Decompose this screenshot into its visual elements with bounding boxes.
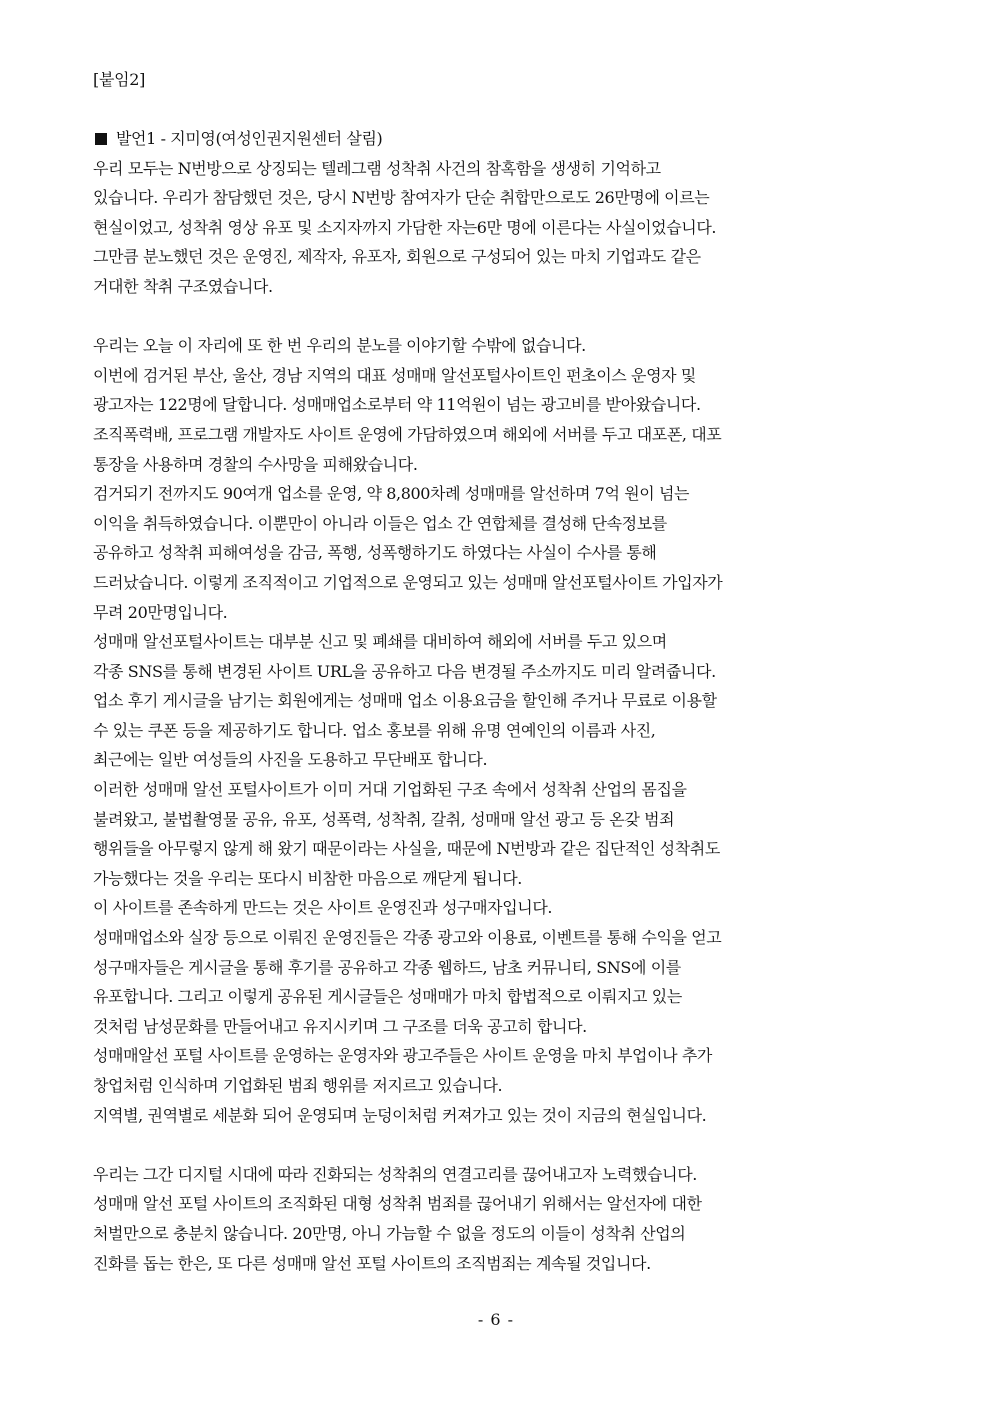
paragraphs [93, 154, 913, 1279]
text-line: 수 있는 쿠폰 등을 제공하기도 합니다. 업소 홍보를 위해 유명 연예인의 이름과 사진, [93, 720, 656, 740]
text-line: 창업처럼 인식하며 기업화된 범죄 행위를 저지르고 있습니다. [93, 1076, 503, 1095]
paragraph [93, 1160, 913, 1278]
document-body [93, 124, 913, 1278]
text-line: 불려왔고, 불법촬영물 공유, 유포, 성폭력, 성착취, 갈취, 성매매 알선 광고 등 온갖 범죄 [93, 809, 675, 829]
text-line: 이러한 성매매 알선 포털사이트가 이미 거대 기업화된 구조 속에서 성착취 산업의 몸집을 [93, 780, 687, 800]
text-line: 거대한 착취 구조였습니다. [93, 276, 273, 296]
text-line: 있습니다. 우리가 참담했던 것은, 당시 N번방 참여자가 단순 취합만으로도 26만명에 이르는 [93, 188, 710, 208]
square-bullet-icon [95, 133, 107, 145]
paragraph [93, 154, 913, 302]
text-line: 성매매 알선 포털 사이트의 조직화된 대형 성착취 범죄를 끊어내기 위해서는 알선자에 대한 [93, 1194, 702, 1214]
text-line: 공유하고 성착취 피해여성을 감금, 폭행, 성폭행하기도 하였다는 사실이 수사를 통해 [93, 543, 657, 563]
heading [93, 124, 913, 154]
text-line: 처벌만으로 충분치 않습니다. 20만명, 아니 가늠할 수 없을 정도의 이들이 성착취 산업의 [93, 1223, 686, 1243]
paragraph-gap [93, 302, 913, 332]
heading-text: 발언1 - 지미영(여성인권지원센터 살림) [116, 129, 383, 148]
page-number: - 6 - [477, 1310, 515, 1329]
text-line: 광고자는 122명에 달합니다. 성매매업소로부터 약 11억원이 넘는 광고비를 받아왔습니다. [93, 395, 701, 415]
text-line: 이익을 취득하였습니다. 이뿐만이 아니라 이들은 업소 간 연합체를 결성해 단속정보를 [93, 513, 667, 533]
text-line: 최근에는 일반 여성들의 사진을 도용하고 무단배포 합니다. [93, 750, 488, 770]
text-line: 진화를 돕는 한은, 또 다른 성매매 알선 포털 사이트의 조직범죄는 계속될 것입니다. [93, 1253, 651, 1273]
text-line: 각종 SNS를 통해 변경된 사이트 URL을 공유하고 다음 변경될 주소까지도 미리 알려줍니다. [93, 661, 716, 681]
text-line: 성구매자들은 게시글을 통해 후기를 공유하고 각종 웹하드, 남초 커뮤니티, SNS에 이를 [93, 957, 681, 977]
text-line: 성매매업소와 실장 등으로 이뤄진 운영진들은 각종 광고와 이용료, 이벤트를 통해 수익을 얻고 [93, 928, 722, 948]
text-line: 성매매 알선포털사이트는 대부분 신고 및 폐쇄를 대비하여 해외에 서버를 두고 있으며 [93, 632, 667, 652]
text-line: 이 사이트를 존속하게 만드는 것은 사이트 운영진과 성구매자입니다. [93, 898, 553, 918]
text-line: 유포합니다. 그리고 이렇게 공유된 게시글들은 성매매가 마치 합법적으로 이뤄지고 있는 [93, 987, 682, 1007]
text-line: 우리는 그간 디지털 시대에 따라 진화되는 성착취의 연결고리를 끊어내고자 노력했습니다. [93, 1164, 697, 1184]
text-line: 가능했다는 것을 우리는 또다시 비참한 마음으로 깨닫게 됩니다. [93, 868, 522, 888]
paragraph-gap [93, 1130, 913, 1160]
text-line: 현실이었고, 성착취 영상 유포 및 소지자까지 가담한 자는6만 명에 이른다는 사실이었습니다. [93, 217, 717, 237]
text-line: 검거되기 전까지도 90여개 업소를 운영, 약 8,800차례 성매매를 알선하며 7억 원이 넘는 [93, 484, 690, 504]
text-line: 이번에 검거된 부산, 울산, 경남 지역의 대표 성매매 알선포털사이트인 펀초이스 운영자 및 [93, 365, 696, 385]
text-line: 것처럼 남성문화를 만들어내고 유지시키며 그 구조를 더욱 공고히 합니다. [93, 1016, 587, 1036]
attachment-tag: [붙임2] [93, 70, 146, 89]
text-line: 그만큼 분노했던 것은 운영진, 제작자, 유포자, 회원으로 구성되어 있는 마치 기업과도 같은 [93, 247, 701, 267]
text-line: 지역별, 권역별로 세분화 되어 운영되며 눈덩이처럼 커져가고 있는 것이 지금의 현실입니다. [93, 1105, 707, 1125]
text-line: 업소 후기 게시글을 남기는 회원에게는 성매매 업소 이용요금을 할인해 주거나 무료로 이용할 [93, 691, 717, 711]
text-line: 드러났습니다. 이렇게 조직적이고 기업적으로 운영되고 있는 성매매 알선포털사이트 가입자가 [93, 572, 723, 592]
text-line: 우리는 오늘 이 자리에 또 한 번 우리의 분노를 이야기할 수밖에 없습니다. [93, 336, 586, 356]
text-line: 통장을 사용하며 경찰의 수사망을 피해왔습니다. [93, 454, 418, 474]
text-line: 행위들을 아무렇지 않게 해 왔기 때문이라는 사실을, 때문에 N번방과 같은 집단적인 성착취도 [93, 839, 720, 859]
text-line: 조직폭력배, 프로그램 개발자도 사이트 운영에 가담하였으며 해외에 서버를 두고 대포폰, 대포 [93, 424, 722, 444]
text-line: 성매매알선 포털 사이트를 운영하는 운영자와 광고주들은 사이트 운영을 마치 부업이나 추가 [93, 1046, 712, 1066]
paragraph [93, 331, 913, 1130]
text-line: 우리 모두는 N번방으로 상징되는 텔레그램 성착취 사건의 참혹함을 생생히 기억하고 [93, 158, 661, 178]
text-line: 무려 20만명입니다. [93, 602, 228, 622]
